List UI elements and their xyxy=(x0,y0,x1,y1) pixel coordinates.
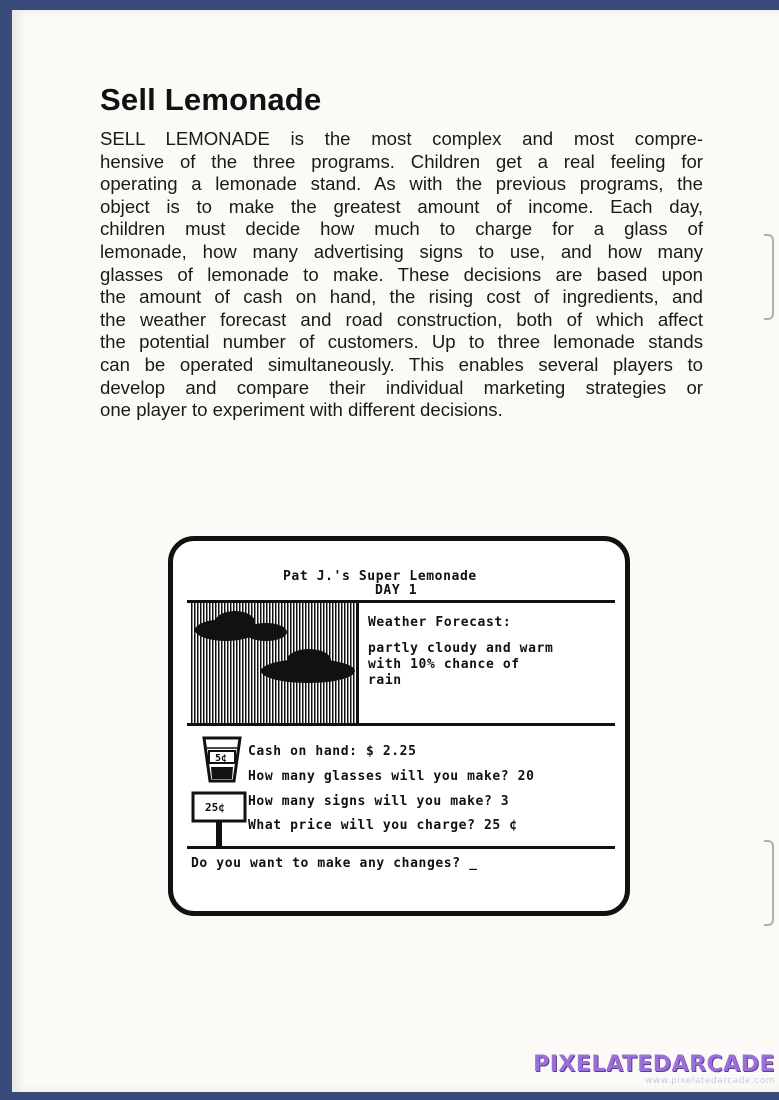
signpost-icon xyxy=(191,791,247,849)
cloud-icon xyxy=(245,623,287,641)
sign-price-label: 25¢ xyxy=(205,801,225,814)
body-line: the amount of cash on hand, the rising cost of ingredients, and xyxy=(100,286,703,308)
day-counter: DAY 1 xyxy=(375,583,418,598)
divider-middle xyxy=(187,723,615,726)
glass-price-label: 5¢ xyxy=(215,753,228,764)
cash-on-hand: Cash on hand: $ 2.25 xyxy=(248,744,417,759)
watermark xyxy=(533,1054,775,1086)
forecast-title: Weather Forecast: xyxy=(368,615,512,630)
staple-bottom xyxy=(764,840,774,926)
forecast-line: with 10% chance of xyxy=(368,657,520,672)
body-line: children must decide how much to charge for a glass of xyxy=(100,218,703,240)
section-heading: Sell Lemonade xyxy=(100,82,322,117)
body-line: develop and compare their individual marketing strategies or xyxy=(100,376,703,398)
body-line: operating a lemonade stand. As with the previous programs, the xyxy=(100,173,703,195)
weather-picture xyxy=(191,603,359,723)
forecast-line: rain xyxy=(368,673,402,688)
forecast-line: partly cloudy and warm xyxy=(368,641,554,656)
cloud-icon xyxy=(287,649,331,671)
stand-name: Pat J.'s Super Lemonade xyxy=(283,569,477,584)
body-line: SELL LEMONADE is the most complex and most compre- xyxy=(100,128,703,149)
price-question: What price will you charge? 25 ¢ xyxy=(248,818,518,833)
changes-prompt: Do you want to make any changes? _ xyxy=(191,856,478,871)
description-paragraph xyxy=(100,128,703,422)
body-line: glasses of lemonade to make. These decisions are based upon xyxy=(100,263,703,285)
body-line: object is to make the greatest amount of income. Each day, xyxy=(100,195,703,217)
body-line: hensive of the three programs. Children get a real feeling for xyxy=(100,150,703,172)
signs-question: How many signs will you make? 3 xyxy=(248,794,510,809)
body-line: lemonade, how many advertising signs to use, and how many xyxy=(100,240,703,262)
watermark-brand: PIXELATEDARCADE xyxy=(533,1052,775,1077)
body-line: the weather forecast and road construction, both of which affect xyxy=(100,308,703,330)
body-line: the potential number of customers. Up to three lemonade stands xyxy=(100,331,703,353)
divider-bottom xyxy=(187,846,615,849)
game-screen-illustration xyxy=(168,536,630,916)
body-line: one player to experiment with different decisions. xyxy=(100,399,503,421)
watermark-url: www.pixelatedarcade.com xyxy=(644,1076,775,1086)
glasses-question: How many glasses will you make? 20 xyxy=(248,769,535,784)
staple-top xyxy=(764,234,774,320)
body-line: can be operated simultaneously. This enables several players to xyxy=(100,353,703,375)
